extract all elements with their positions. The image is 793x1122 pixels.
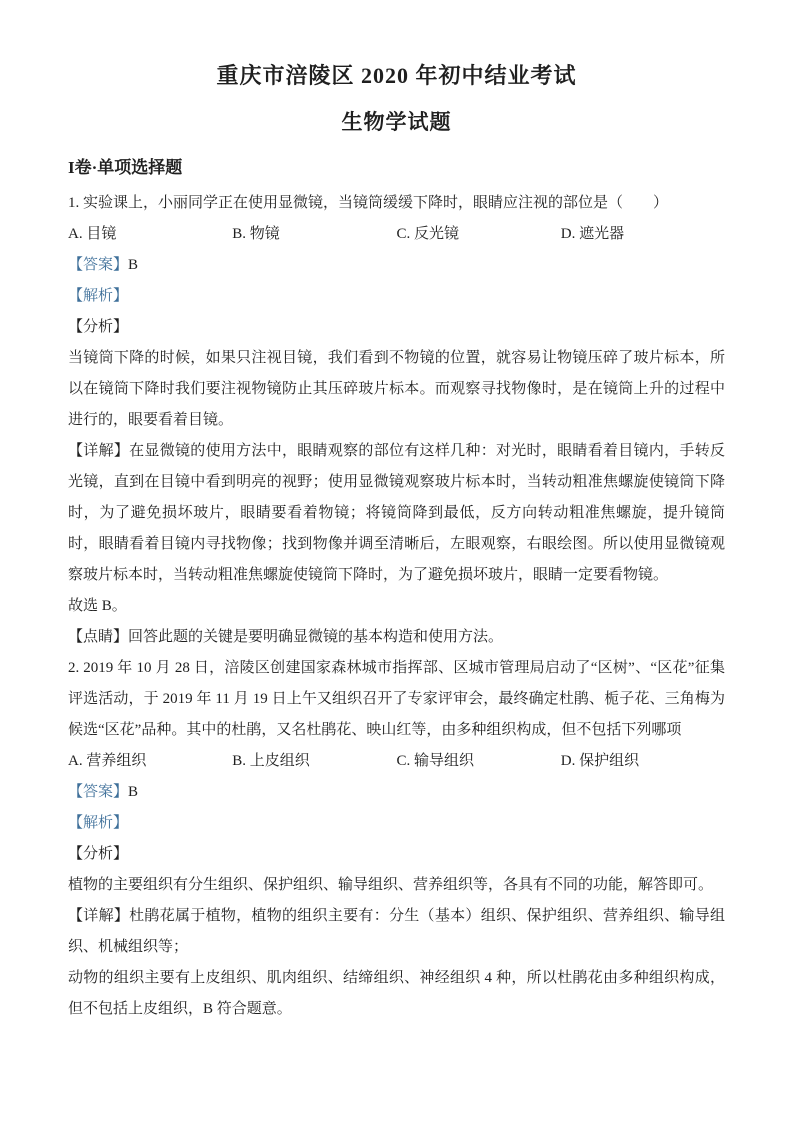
question-2-detail-part1 (68, 901, 725, 963)
question-2 (68, 653, 725, 1025)
section-heading: I卷·单项选择题 (68, 158, 183, 177)
question-2-option-a: A. 营养组织 (68, 753, 147, 769)
document-subtitle: 生物学试题 (341, 110, 452, 134)
dianjing-tag: 【点睛】 (68, 629, 129, 645)
question-1-options (68, 219, 725, 250)
fenxi-tag: 【分析】 (68, 846, 129, 862)
question-2-detail-part1-text: 杜鹃花属于植物，植物的组织主要有：分生（基本）组织、保护组织、营养组织、输导组织、机械组织等； (68, 908, 725, 955)
question-1-tip (68, 622, 725, 653)
question-2-detail-part2: 动物的组织主要有上皮组织、肌肉组织、结缔组织、神经组织 4 种，所以杜鹃花由多种组织构成，但不包括上皮组织，B 符合题意。 (68, 970, 725, 1017)
question-2-fenxi-line (68, 839, 725, 870)
document-title: 重庆市涪陵区 2020 年初中结业考试 (216, 63, 577, 88)
question-2-jiexi-line (68, 808, 725, 839)
question-1-option-d: D. 遮光器 (560, 226, 625, 242)
jiexi-tag: 【解析】 (68, 288, 129, 304)
question-2-breakdown: 植物的主要组织有分生组织、保护组织、输导组织、营养组织等，各具有不同的功能，解答即可。 (68, 877, 714, 893)
question-1-detail-text: 在显微镜的使用方法中，眼睛观察的部位有这样几种：对光时，眼睛看着目镜内，手转反光镜，直到在目镜中看到明亮的视野；使用显微镜观察玻片标本时，当转动粗准焦螺旋使镜筒下降时，为了避免损坏玻片，眼睛要看着物镜；将镜筒降到最低，反方向转动粗准焦螺旋，提升镜筒时，眼睛看着目镜内寻找物像；找到物像并调至清晰后，左眼观察，右眼绘图。所以使用显微镜观察玻片标本时，当转动粗准焦螺旋使镜筒下降时，为了避免损坏玻片，眼睛一定要看物镜。 (68, 443, 725, 583)
question-1-breakdown: 当镜筒下降的时候，如果只注视目镜，我们看到不物镜的位置，就容易让物镜压碎了玻片标本，所以在镜筒下降时我们要注视物镜防止其压碎玻片标本。而观察寻找物像时，是在镜筒上升的过程中进行的，眼要看着目镜。 (68, 350, 725, 428)
question-1-option-c: C. 反光镜 (396, 226, 460, 242)
answer-tag: 【答案】 (68, 784, 129, 800)
question-2-option-b: B. 上皮组织 (232, 753, 310, 769)
question-1-conclusion: 故选 B。 (68, 598, 127, 614)
question-1-option-a: A. 目镜 (68, 226, 117, 242)
question-2-answer-line (68, 777, 725, 808)
question-2-stem: 2. 2019 年 10 月 28 日，涪陵区创建国家森林城市指挥部、区城市管理局启动了“区树”、“区花”征集评选活动，于 2019 年 11 月 19 日上午又组织召开了专家评审会，最终确定杜鹃、栀子花、三角梅为候选“区花”品种。其中的杜鹃，又名杜鹃花、映山红等，由多种组织构成，但不包括下列哪项 (68, 660, 725, 738)
question-2-answer-value: B (128, 784, 139, 800)
question-1-answer-value: B (128, 257, 139, 273)
jiexi-tag: 【解析】 (68, 815, 129, 831)
fenxi-tag: 【分析】 (68, 319, 129, 335)
question-1 (68, 188, 725, 653)
question-1-fenxi-line (68, 312, 725, 343)
question-1-option-b: B. 物镜 (232, 226, 280, 242)
question-2-options (68, 746, 725, 777)
question-2-option-c: C. 输导组织 (396, 753, 475, 769)
question-1-answer-line (68, 250, 725, 281)
xiangjie-tag: 【详解】 (68, 443, 130, 459)
question-1-stem: 1. 实验课上，小丽同学正在使用显微镜，当镜筒缓缓下降时，眼睛应注视的部位是（ ） (68, 195, 669, 211)
question-1-jiexi-line (68, 281, 725, 312)
question-2-option-d: D. 保护组织 (560, 753, 640, 769)
xiangjie-tag: 【详解】 (68, 908, 130, 924)
answer-tag: 【答案】 (68, 257, 129, 273)
question-1-detail (68, 436, 725, 591)
question-1-tip-text: 回答此题的关键是要明确显微镜的基本构造和使用方法。 (128, 629, 504, 645)
